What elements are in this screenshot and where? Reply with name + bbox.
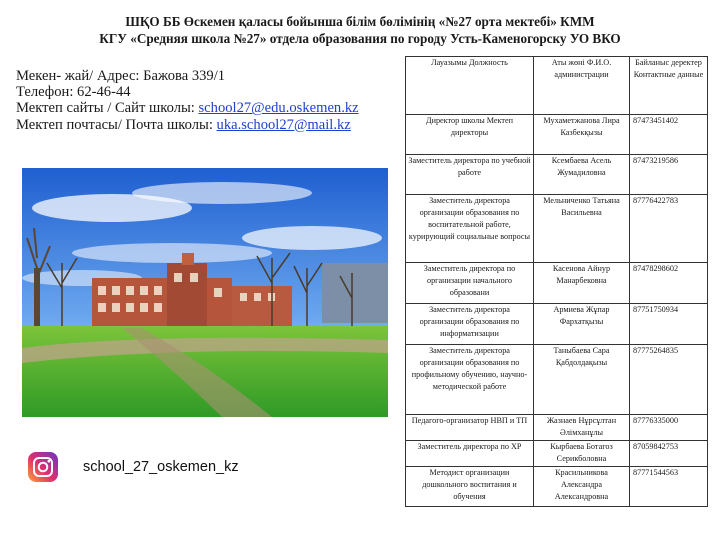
instagram-handle[interactable]: school_27_oskemen_kz [83,459,239,475]
table-row [406,115,708,155]
row-phone: 87776335000 [630,415,708,441]
address-value: Бажова 339/1 [143,68,226,84]
row-position: Методист организации дошкольного воспитания и обучения [406,467,534,507]
phone-line [16,84,359,100]
row-name: Красильникова Александра Александровна [534,467,630,507]
mail-line [16,117,359,133]
instagram-icon[interactable] [27,451,59,483]
row-name: Касенова Айнур Манарбековна [534,263,630,304]
row-name: Мухаметжанова Лира Казбекқызы [534,115,630,155]
header-contacts: Байланыс деректер Контактные данные [630,57,708,115]
header-title-kz: ШҚО ББ Өскемен қаласы бойынша білім бөлімінің «№27 орта мектебі» КММ [125,14,595,29]
row-position: Заместитель директора организации образования по информатизации [406,304,534,345]
row-phone: 87059842753 [630,441,708,467]
row-name: Мельниченко Татьяна Васильевна [534,195,630,263]
row-name: Кырбаева Ботагоз Серикболовна [534,441,630,467]
mail-label: Мектеп почтасы/ Почта школы: [16,116,217,133]
row-position: Заместитель директора организации образования по профильному обучению, научно-методической работе [406,345,534,415]
mail-link[interactable]: uka.school27@mail.kz [216,116,351,133]
table-row [406,304,708,345]
row-phone: 87771544563 [630,467,708,507]
contacts-block [16,68,359,133]
row-position: Заместитель директора по организации начального образовани [406,263,534,304]
row-phone: 87473219586 [630,155,708,195]
phone-value: 62-46-44 [77,84,131,101]
staff-table [405,56,708,507]
row-phone: 87478298602 [630,263,708,304]
phone-label: Телефон: [16,84,78,101]
row-position: Заместитель директора организации образования по воспитательной работе, курирующий социальные вопросы [406,195,534,263]
school-photo [22,168,388,417]
page-header [0,13,720,47]
header-name: Аты жөні Ф.И.О. администрации [534,57,630,115]
table-row [406,155,708,195]
header-title-ru: КГУ «Средняя школа №27» отдела образования по городу Усть-Каменогорску УО ВКО [99,31,621,46]
row-phone: 87776422783 [630,195,708,263]
row-position: Заместитель директора по ХР [406,441,534,467]
row-phone: 87775264835 [630,345,708,415]
table-row [406,467,708,507]
site-label: Мектеп сайты / Сайт школы: [16,100,199,117]
row-phone: 87751750934 [630,304,708,345]
row-position: Педагого-организатор НВП и ТП [406,415,534,441]
row-name: Армиева Жұпар Фархатқызы [534,304,630,345]
site-link[interactable]: school27@edu.oskemen.kz [198,100,359,117]
site-line [16,100,359,116]
row-name: Таныбаева Сара Қабдолдақызы [534,345,630,415]
address-label: Мекен- жай/ Адрес: [16,68,144,84]
table-row [406,195,708,263]
address-line [16,68,359,84]
instagram-block [27,451,239,483]
row-phone: 87473451402 [630,115,708,155]
header-position: Лауазымы Должность [406,57,534,115]
row-name: Жазнаев Нұрсұлтан Әлімханұлы [534,415,630,441]
row-position: Директор школы Мектеп директоры [406,115,534,155]
table-row [406,415,708,441]
table-row [406,263,708,304]
row-position: Заместитель директора по учебной работе [406,155,534,195]
table-header-row [406,57,708,115]
table-row [406,441,708,467]
table-row [406,345,708,415]
row-name: Ксембаева Асель Жумадиловна [534,155,630,195]
